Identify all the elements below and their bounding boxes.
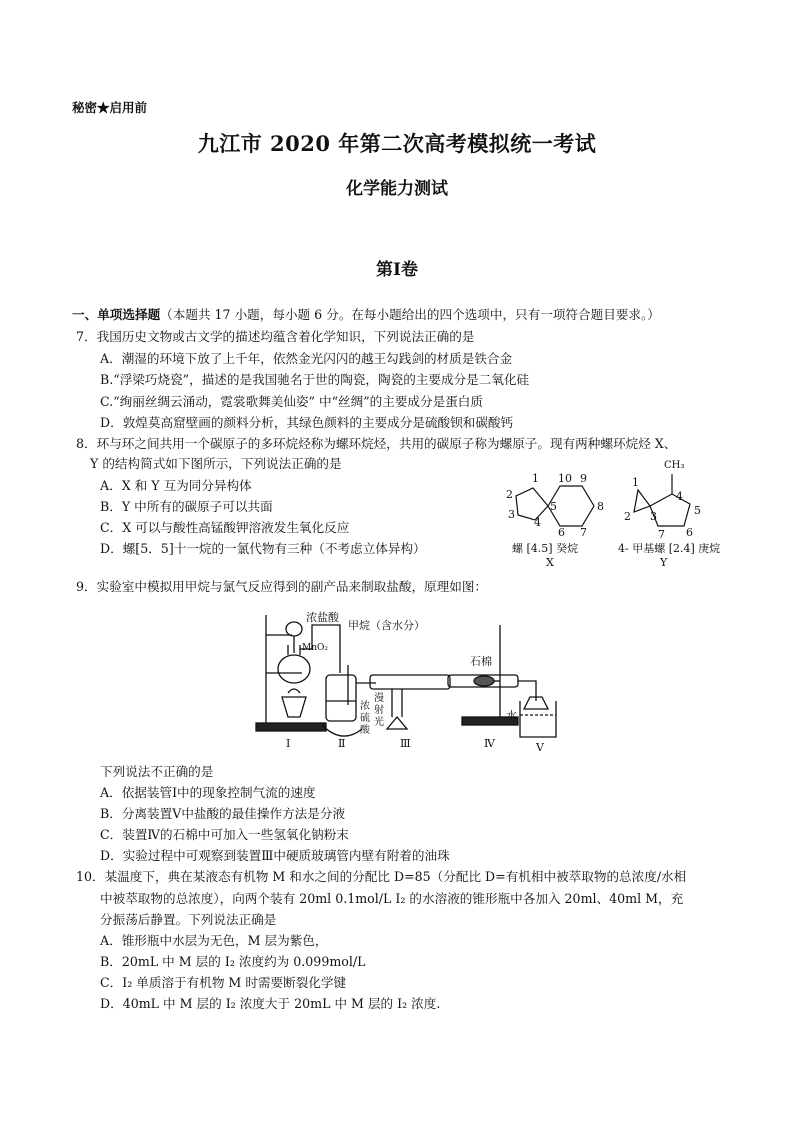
y-caption: 4- 甲基螺 [2.4] 庚烷 (618, 542, 721, 555)
section-desc: （本题共 17 小题，每小题 6 分。在每小题给出的四个选项中，只有一项符合题目要求。） (160, 307, 660, 322)
y-three-ring (634, 490, 650, 512)
x-num-5: 5 (550, 500, 557, 513)
label-apparatus-5: Ⅴ (536, 741, 544, 754)
x-num-6: 6 (558, 526, 565, 539)
q10-stem-line3: 分振荡后静置。下列说法正确是 (100, 912, 277, 927)
q7-option-b: B.“浮梁巧烧瓷”，描述的是我国驰名于世的陶瓷，陶瓷的主要成分是二氧化硅 (100, 372, 530, 387)
q8-option-d: D．螺[5．5]十一烷的一氯代物有三种（不考虑立体异构） (100, 541, 426, 556)
x-num-7: 7 (580, 526, 587, 539)
label-conc-hcl: 浓盐酸 (306, 611, 339, 624)
label-apparatus-2: Ⅱ (338, 737, 346, 750)
q10-stem-line1: 10．某温度下，典在某液态有机物 M 和水之间的分配比 D=85（分配比 D=有机相中被萃取物的总浓度/水相 (76, 869, 687, 884)
y-num-5: 5 (694, 504, 701, 517)
y-methyl-label: CH₃ (664, 460, 685, 471)
y-num-7: 7 (658, 528, 665, 541)
q10-option-b: B．20mL 中 M 层的 I₂ 浓度约为 0.099mol/L (100, 954, 366, 969)
x-num-1: 1 (532, 472, 539, 485)
exam-subtitle: 化学能力测试 (346, 179, 448, 199)
y-num-3: 3 (650, 510, 657, 523)
q10-option-d: D．40mL 中 M 层的 I₂ 浓度大于 20mL 中 M 层的 I₂ 浓度. (100, 996, 441, 1011)
label-light: 漫射光 (374, 693, 384, 728)
section-heading (72, 306, 660, 324)
y-letter: Y (660, 556, 668, 569)
label-apparatus-4: Ⅳ (484, 737, 495, 750)
q9-option-d: D．实验过程中可观察到装置Ⅲ中硬质玻璃管内壁有附着的油珠 (100, 848, 450, 863)
x-letter: X (546, 556, 554, 569)
label-mno2: MnO₂ (302, 643, 328, 653)
x-num-2: 2 (506, 488, 513, 501)
label-h2so4: 浓硫酸 (360, 701, 370, 736)
y-num-6: 6 (686, 526, 693, 539)
q7-option-c: C.“绚丽丝绸云涌动，霓裳歌舞美仙姿” 中“丝绸”的主要成分是蛋白质 (100, 394, 483, 409)
q7-option-a: A．潮湿的环境下放了上千年，依然金光闪闪的越王勾践剑的材质是铁合金 (100, 351, 513, 366)
label-asbestos: 石棉 (470, 655, 492, 668)
section-label: 一、单项选择题 (72, 307, 161, 322)
q9-option-c: C．装置Ⅳ的石棉中可加入一些氢氧化钠粉末 (100, 827, 349, 842)
exam-title: 九江市 2020 年第二次高考模拟统一考试 (197, 131, 597, 156)
label-water: 水 (506, 709, 517, 722)
q8-option-a: A．X 和 Y 互为同分异构体 (100, 478, 252, 493)
q7-stem: 7．我国历史文物或古文学的描述均蕴含着化学知识，下列说法正确的是 (76, 329, 475, 344)
q9-stem: 9．实验室中模拟用甲烷与氯气反应得到的副产品来制取盐酸，原理如图： (76, 579, 488, 594)
spiro-structures-figure (500, 460, 721, 570)
q8-option-c: C．X 可以与酸性高锰酸钾溶液发生氧化反应 (100, 520, 350, 535)
q10-stem-line2: 中被萃取物的总浓度），向两个装有 20ml 0.1mol/L I₂ 的水溶液的锥形瓶中各加入 20ml、40ml M，充 (100, 891, 684, 906)
x-five-ring (516, 488, 548, 520)
q8-stem-line1: 8．环与环之间共用一个碳原子的多环烷烃称为螺环烷烃，共用的碳原子称为螺原子。现有两种螺环烷烃 X、 (76, 436, 677, 451)
part-heading: 第Ⅰ卷 (376, 260, 418, 280)
q9-option-b: B．分离装置Ⅴ中盐酸的最佳操作方法是分液 (100, 806, 346, 821)
y-num-2: 2 (624, 510, 631, 523)
x-num-9: 9 (580, 472, 587, 485)
apparatus-figure (252, 605, 562, 755)
x-num-10: 10 (558, 472, 572, 485)
label-apparatus-1: Ⅰ (286, 737, 291, 750)
q8-stem-line2: Y 的结构简式如下图所示，下列说法正确的是 (90, 456, 342, 471)
q9-lead: 下列说法不正确的是 (100, 764, 214, 779)
label-apparatus-3: Ⅲ (400, 737, 411, 750)
q10-option-a: A．锥形瓶中水层为无色，M 层为紫色， (100, 933, 328, 948)
label-methane: 甲烷（含水分） (348, 619, 425, 632)
x-num-8: 8 (597, 500, 604, 513)
y-num-4: 4 (676, 490, 683, 503)
confidential-label: 秘密★启用前 (72, 100, 148, 115)
x-num-4: 4 (534, 516, 541, 529)
y-num-1: 1 (632, 476, 639, 489)
q8-option-b: B．Y 中所有的碳原子可以共面 (100, 499, 273, 514)
x-num-3: 3 (508, 508, 515, 521)
q10-option-c: C．I₂ 单质溶于有机物 M 时需要断裂化学键 (100, 975, 347, 990)
q9-option-a: A．依据装管Ⅰ中的现象控制气流的速度 (100, 785, 316, 800)
x-caption: 螺 [4.5] 癸烷 (512, 542, 579, 555)
q7-option-d: D．敦煌莫高窟壁画的颜料分析，其绿色颜料的主要成分是硫酸钡和碳酸钙 (100, 415, 514, 430)
